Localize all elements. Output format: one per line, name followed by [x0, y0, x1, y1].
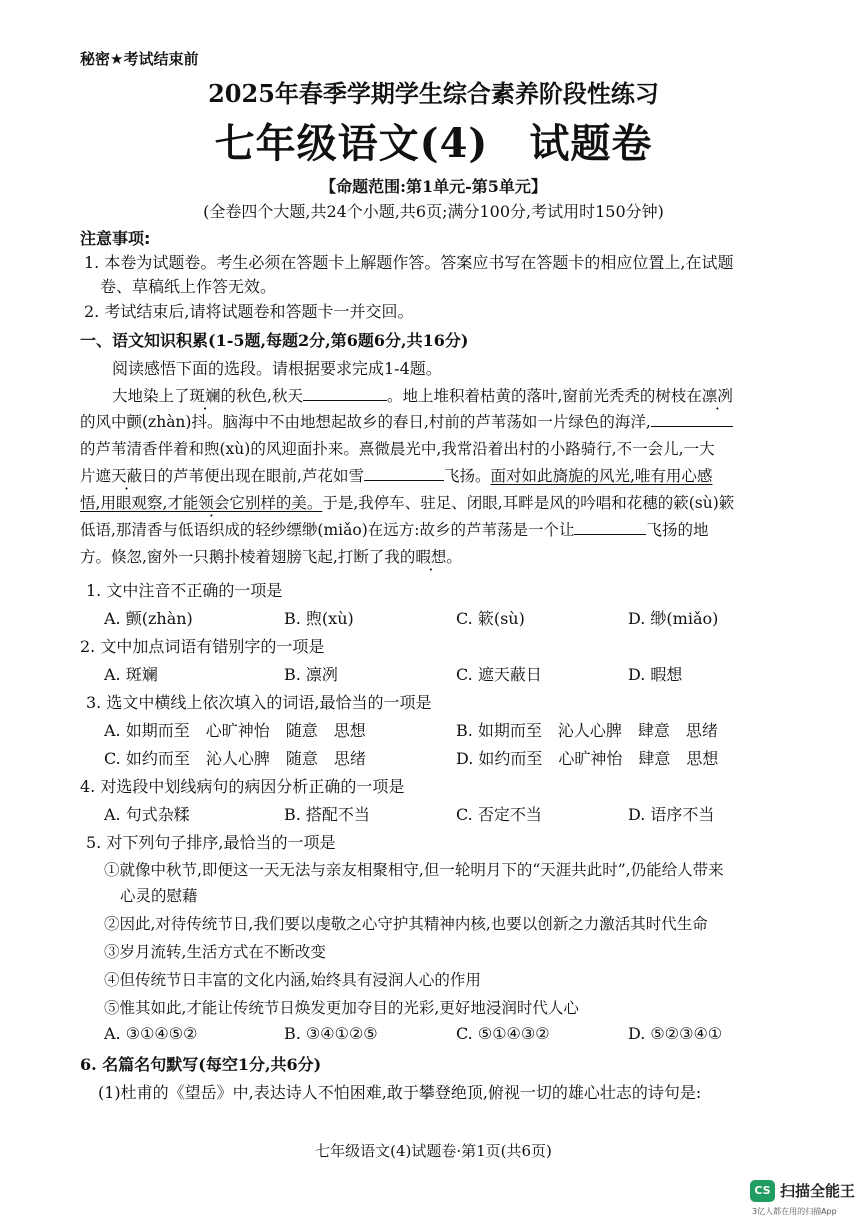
q5-sentence-5: ⑤惟其如此,才能让传统节日焕发更加夺目的光彩,更好地浸润时代人心: [104, 999, 579, 1017]
subject-title: 七年级语文(4) 试题卷: [214, 120, 653, 167]
notes-heading: 注意事项:: [80, 229, 151, 248]
q1-option-c[interactable]: C. 簌(sù): [456, 609, 525, 628]
dotted-word: 斑斓: [189, 387, 221, 405]
q5-sentence-2: ②因此,对待传统节日,我们要以虔敬之心守护其精神内核,也要以创新之力激活其时代生命: [104, 915, 708, 933]
q5-sentence-1: ①就像中秋节,即便这一天无法与亲友相聚相守,但一轮明月下的“天涯共此时”,仍能给人带来: [104, 861, 724, 879]
passage-line-5: 悟,用眼观察,才能领会它别样的美。 ·于是,我停车、驻足、闭眼,耳畔是风的吟唱和花穗的簌(sù)簌: [80, 491, 734, 513]
passage-line-6: 低语,那清香与低语织成的轻纱缥缈(miǎo)在远方:故乡的芦苇荡是一个让 飞扬的地: [80, 521, 709, 539]
section-heading: 一、语文知识积累(1-5题,每题2分,第6题6分,共16分): [80, 331, 469, 350]
q5-sentence-3: ③岁月流转,生活方式在不断改变: [104, 943, 326, 961]
question-5: 5. 对下列句子排序,最恰当的一项是: [86, 833, 336, 852]
question-2: 2. 文中加点词语有错别字的一项是: [80, 637, 325, 656]
blank-4[interactable]: [574, 520, 646, 535]
question-6: 6. 名篇名句默写(每空1分,共6分): [80, 1055, 322, 1074]
q3-option-d[interactable]: D. 如约而至 心旷神怡 肆意 思想: [456, 749, 719, 768]
underlined-sentence: 面对如此旖旎的风光,唯有用心感: [490, 467, 713, 485]
dotted-word: 凛冽: [701, 387, 733, 405]
q5-option-d[interactable]: D. ⑤②③④①: [628, 1024, 723, 1043]
exam-title: 2025年春季学期学生综合素养阶段性练习: [208, 79, 659, 108]
note-1-cont: 卷、草稿纸上作答无效。: [100, 277, 277, 296]
q5-sentence-1-cont: 心灵的慰藉: [120, 887, 198, 905]
blank-1[interactable]: [303, 386, 387, 401]
q4-option-d[interactable]: D. 语序不当: [628, 805, 715, 824]
blank-2[interactable]: [651, 412, 733, 427]
q5-option-b[interactable]: B. ③④①②⑤: [284, 1024, 378, 1043]
question-1: 1. 文中注音不正确的一项是: [86, 581, 283, 600]
page-footer: 七年级语文(4)试题卷·第1页(共6页): [315, 1142, 552, 1160]
q2-option-a[interactable]: A. 斑斓: [104, 665, 158, 684]
scope-line: 【命题范围:第1单元-第5单元】: [320, 177, 547, 196]
watermark-brand: 扫描全能王: [780, 1182, 856, 1200]
question-6-1: (1)杜甫的《望岳》中,表达诗人不怕困难,敢于攀登绝顶,俯视一切的雄心壮志的诗句是:: [98, 1083, 702, 1102]
question-3: 3. 选文中横线上依次填入的词语,最恰当的一项是: [86, 693, 432, 712]
q2-option-c[interactable]: C. 遮天蔽日: [456, 665, 542, 684]
underlined-sentence: 用眼观察,才能领会它别样的美。 ·: [100, 494, 322, 512]
secret-label: 秘密★考试结束前: [80, 50, 199, 68]
dotted-word: 遮天蔽日: [95, 467, 158, 485]
note-1: 1. 本卷为试题卷。考生必须在答题卡上解题作答。答案应书写在答题卡的相应位置上,在试题: [84, 253, 734, 272]
note-2: 2. 考试结束后,请将试题卷和答题卡一并交回。: [84, 302, 414, 321]
section-intro: 阅读感悟下面的选段。请根据要求完成1-4题。: [112, 359, 442, 378]
q5-option-a[interactable]: A. ③①④⑤②: [104, 1024, 198, 1043]
passage-line-7: 方。倏忽,窗外一只鹅扑棱着翅膀飞起,打断了我的暇想。: [80, 548, 462, 566]
camscanner-logo-icon: CS: [750, 1180, 775, 1202]
q4-option-c[interactable]: C. 否定不当: [456, 805, 542, 824]
q1-option-a[interactable]: A. 颤(zhàn): [104, 609, 193, 628]
q2-option-d[interactable]: D. 暇想: [628, 665, 683, 684]
q1-option-d[interactable]: D. 缈(miǎo): [628, 609, 719, 628]
q3-option-b[interactable]: B. 如期而至 沁人心脾 肆意 思绪: [456, 721, 718, 740]
q4-option-a[interactable]: A. 句式杂糅: [104, 805, 190, 824]
passage-line-4: 片遮天蔽日的芦苇便出现在眼前,芦花如雪 飞扬。面对如此旖旎的风光,唯有用心感: [80, 467, 713, 485]
q5-sentence-4: ④但传统节日丰富的文化内涵,始终具有浸润人心的作用: [104, 971, 481, 989]
q3-option-a[interactable]: A. 如期而至 心旷神怡 随意 思想: [104, 721, 366, 740]
q1-option-b[interactable]: B. 煦(xù): [284, 609, 354, 628]
question-4: 4. 对选段中划线病句的病因分析正确的一项是: [80, 777, 405, 796]
passage-line-3: 的芦苇清香伴着和煦(xù)的风迎面扑来。熹微晨光中,我常沿着出村的小路骑行,不一会儿,一大: [80, 440, 715, 458]
q3-option-c[interactable]: C. 如约而至 沁人心脾 随意 思绪: [104, 749, 366, 768]
q5-option-c[interactable]: C. ⑤①④③②: [456, 1024, 550, 1043]
q2-option-b[interactable]: B. 凛冽: [284, 665, 338, 684]
blank-3[interactable]: [364, 466, 444, 481]
exam-info: (全卷四个大题,共24个小题,共6页;满分100分,考试用时150分钟): [203, 202, 664, 221]
dotted-word: 暇想: [415, 548, 447, 566]
q4-option-b[interactable]: B. 搭配不当: [284, 805, 370, 824]
passage-line-2: 的风中颤(zhàn)抖。脑海中不由地想起故乡的春日,村前的芦苇荡如一片绿色的海洋,: [80, 410, 733, 432]
watermark-subtitle: 3亿人都在用的扫描App: [752, 1207, 837, 1216]
passage-line-1: 大地染上了斑斓的秋色,秋天 。地上堆积着枯黄的落叶,窗前光秃秃的树枝在凛冽: [112, 387, 733, 405]
